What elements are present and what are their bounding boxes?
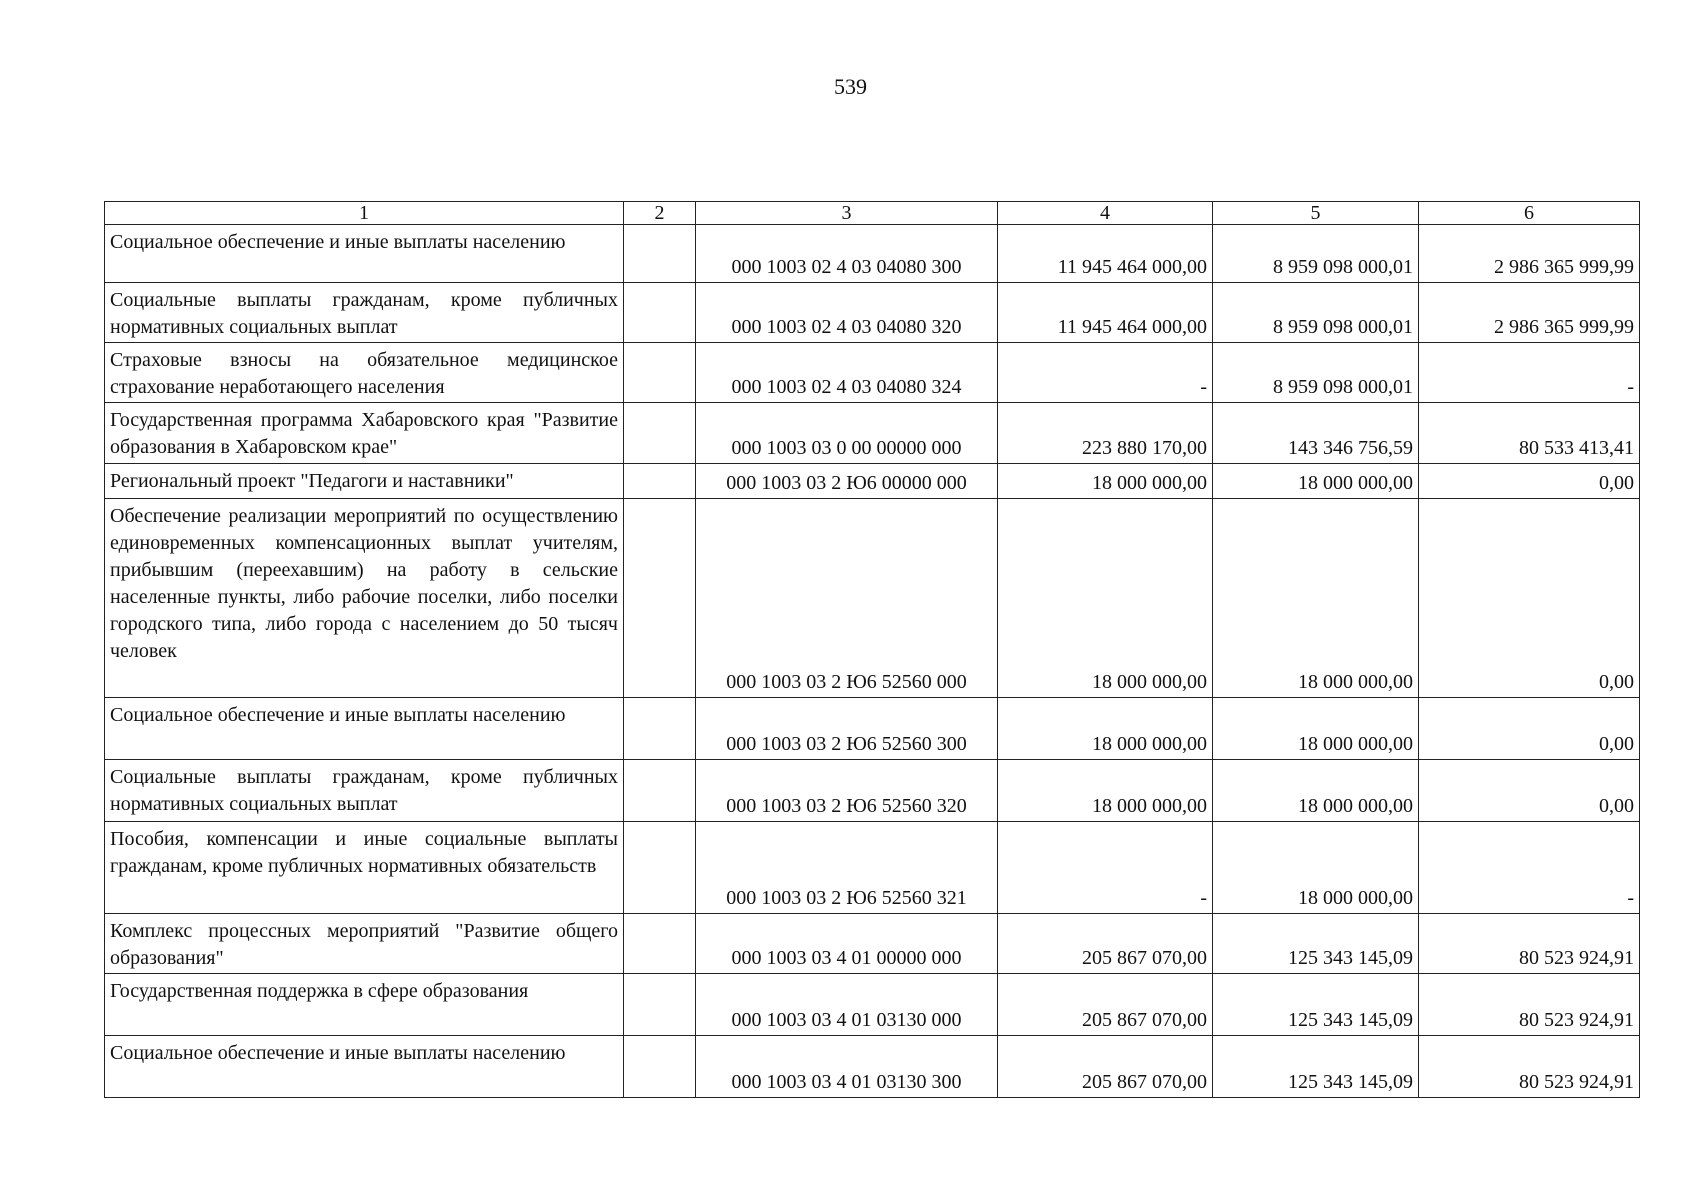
- row-col2: [624, 464, 696, 499]
- row-code: 000 1003 03 2 Ю6 52560 321: [696, 822, 998, 914]
- row-value-5: 143 346 756,59: [1213, 403, 1419, 464]
- header-col-3: 3: [696, 202, 998, 225]
- row-value-6: 80 533 413,41: [1419, 403, 1640, 464]
- row-value-6: 2 986 365 999,99: [1419, 283, 1640, 343]
- row-value-4: 18 000 000,00: [998, 464, 1213, 499]
- row-name: Социальное обеспечение и иные выплаты населению: [105, 698, 624, 760]
- row-value-6: -: [1419, 822, 1640, 914]
- row-value-6: 0,00: [1419, 760, 1640, 822]
- row-name: Государственная программа Хабаровского края "Развитие образования в Хабаровском крае": [105, 403, 624, 464]
- row-value-5: 18 000 000,00: [1213, 822, 1419, 914]
- table-row: [105, 499, 1640, 698]
- table-header: [105, 202, 1640, 225]
- row-value-4: 18 000 000,00: [998, 760, 1213, 822]
- row-value-5: 18 000 000,00: [1213, 698, 1419, 760]
- row-code: 000 1003 03 2 Ю6 52560 320: [696, 760, 998, 822]
- row-value-4: 205 867 070,00: [998, 1036, 1213, 1098]
- row-value-4: 11 945 464 000,00: [998, 283, 1213, 343]
- row-code: 000 1003 02 4 03 04080 324: [696, 343, 998, 403]
- header-row: [105, 202, 1640, 225]
- header-col-4: 4: [998, 202, 1213, 225]
- row-name: Страховые взносы на обязательное медицинское страхование неработающего населения: [105, 343, 624, 403]
- header-col-6: 6: [1419, 202, 1640, 225]
- row-col2: [624, 343, 696, 403]
- row-name: Региональный проект "Педагоги и наставники": [105, 464, 624, 499]
- row-code: 000 1003 03 2 Ю6 52560 300: [696, 698, 998, 760]
- page-number: 539: [834, 74, 867, 99]
- row-col2: [624, 914, 696, 974]
- row-value-4: 223 880 170,00: [998, 403, 1213, 464]
- table-row: [105, 283, 1640, 343]
- row-value-5: 125 343 145,09: [1213, 914, 1419, 974]
- row-name: Социальное обеспечение и иные выплаты населению: [105, 1036, 624, 1098]
- row-code: 000 1003 03 4 01 03130 000: [696, 974, 998, 1036]
- row-name: Социальные выплаты гражданам, кроме публичных нормативных социальных выплат: [105, 760, 624, 822]
- row-col2: [624, 403, 696, 464]
- row-col2: [624, 822, 696, 914]
- row-value-4: 18 000 000,00: [998, 698, 1213, 760]
- table-row: [105, 974, 1640, 1036]
- row-value-4: 205 867 070,00: [998, 974, 1213, 1036]
- row-value-6: 2 986 365 999,99: [1419, 225, 1640, 283]
- row-code: 000 1003 03 4 01 00000 000: [696, 914, 998, 974]
- row-col2: [624, 1036, 696, 1098]
- row-value-5: 8 959 098 000,01: [1213, 225, 1419, 283]
- header-col-2: 2: [624, 202, 696, 225]
- row-value-5: 8 959 098 000,01: [1213, 283, 1419, 343]
- row-value-5: 125 343 145,09: [1213, 974, 1419, 1036]
- table-row: [105, 343, 1640, 403]
- row-value-5: 18 000 000,00: [1213, 499, 1419, 698]
- row-col2: [624, 760, 696, 822]
- row-value-4: -: [998, 822, 1213, 914]
- row-value-6: 80 523 924,91: [1419, 974, 1640, 1036]
- row-code: 000 1003 02 4 03 04080 320: [696, 283, 998, 343]
- row-value-4: 205 867 070,00: [998, 914, 1213, 974]
- row-value-4: -: [998, 343, 1213, 403]
- row-col2: [624, 225, 696, 283]
- table-row: [105, 464, 1640, 499]
- row-value-5: 125 343 145,09: [1213, 1036, 1419, 1098]
- row-name: Обеспечение реализации мероприятий по осуществлению единовременных компенсационных выплат учителям, прибывшим (переехавшим) на работу в сельские населенные пункты, либо рабочие поселки, либо поселки городского типа, либо города с населением до 50 тысяч человек: [105, 499, 624, 698]
- row-value-5: 18 000 000,00: [1213, 760, 1419, 822]
- row-name: Социальные выплаты гражданам, кроме публичных нормативных социальных выплат: [105, 283, 624, 343]
- row-value-6: 0,00: [1419, 698, 1640, 760]
- header-col-5: 5: [1213, 202, 1419, 225]
- row-code: 000 1003 03 2 Ю6 52560 000: [696, 499, 998, 698]
- budget-table: [104, 201, 1640, 1098]
- row-value-6: 80 523 924,91: [1419, 1036, 1640, 1098]
- row-code: 000 1003 03 0 00 00000 000: [696, 403, 998, 464]
- row-col2: [624, 499, 696, 698]
- row-name: Социальное обеспечение и иные выплаты населению: [105, 225, 624, 283]
- row-col2: [624, 974, 696, 1036]
- row-name: Государственная поддержка в сфере образования: [105, 974, 624, 1036]
- row-value-5: 18 000 000,00: [1213, 464, 1419, 499]
- row-col2: [624, 698, 696, 760]
- header-col-1: 1: [105, 202, 624, 225]
- row-value-4: 18 000 000,00: [998, 499, 1213, 698]
- table-row: [105, 914, 1640, 974]
- row-name: Комплекс процессных мероприятий "Развитие общего образования": [105, 914, 624, 974]
- table-row: [105, 225, 1640, 283]
- row-value-6: -: [1419, 343, 1640, 403]
- row-col2: [624, 283, 696, 343]
- table-row: [105, 822, 1640, 914]
- table-body: [105, 225, 1640, 1098]
- row-code: 000 1003 02 4 03 04080 300: [696, 225, 998, 283]
- row-code: 000 1003 03 4 01 03130 300: [696, 1036, 998, 1098]
- table-row: [105, 1036, 1640, 1098]
- row-value-5: 8 959 098 000,01: [1213, 343, 1419, 403]
- row-value-6: 80 523 924,91: [1419, 914, 1640, 974]
- row-value-6: 0,00: [1419, 464, 1640, 499]
- row-value-4: 11 945 464 000,00: [998, 225, 1213, 283]
- table-row: [105, 403, 1640, 464]
- row-name: Пособия, компенсации и иные социальные выплаты гражданам, кроме публичных нормативных обязательств: [105, 822, 624, 914]
- row-code: 000 1003 03 2 Ю6 00000 000: [696, 464, 998, 499]
- row-value-6: 0,00: [1419, 499, 1640, 698]
- table-row: [105, 760, 1640, 822]
- table-row: [105, 698, 1640, 760]
